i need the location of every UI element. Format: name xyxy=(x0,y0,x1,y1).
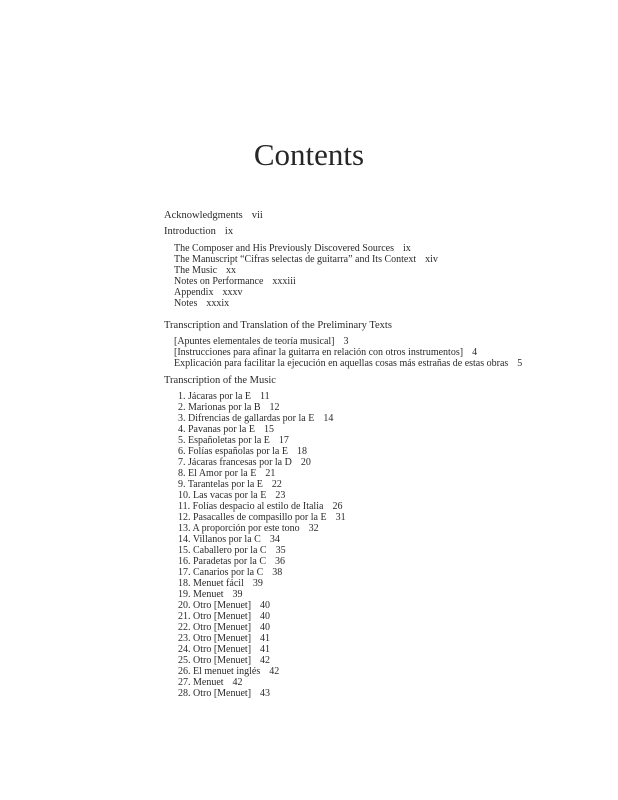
preliminary-subentries xyxy=(164,336,584,369)
toc-entry-page: 42 xyxy=(260,655,271,666)
toc-entry-page: ix xyxy=(224,226,234,237)
toc-entry-label: Introduction xyxy=(164,226,216,237)
toc-entry-page: 14 xyxy=(323,413,334,424)
toc-subentry[interactable] xyxy=(174,265,584,276)
toc-entry-label: 10. Las vacas por la E xyxy=(178,490,267,501)
toc-entry-label: Notes xyxy=(174,298,198,309)
toc-entry-label: [Apuntes elementales de teoría musical] xyxy=(174,336,335,347)
toc-subentry[interactable] xyxy=(178,479,584,490)
toc-entry-page: xxxix xyxy=(206,298,230,309)
toc-entry-page: 40 xyxy=(260,600,271,611)
toc-entry-page: 23 xyxy=(275,490,286,501)
toc-entry-label: 27. Menuet xyxy=(178,677,224,688)
toc-subentry[interactable] xyxy=(178,534,584,545)
toc-entry-label: 21. Otro [Menuet] xyxy=(178,611,252,622)
toc-entry-page: 39 xyxy=(252,578,263,589)
toc-subentry[interactable] xyxy=(178,655,584,666)
toc-entry-label: 28. Otro [Menuet] xyxy=(178,688,252,699)
toc-entry-page: xx xyxy=(226,265,237,276)
toc-subentry[interactable] xyxy=(178,567,584,578)
toc-entry-page: 43 xyxy=(260,688,271,699)
toc-entry-page: 41 xyxy=(260,633,271,644)
toc-entry-label: 9. Tarantelas por la E xyxy=(178,479,263,490)
toc-entry-label: 8. El Amor por la E xyxy=(178,468,257,479)
toc-subentry[interactable] xyxy=(178,402,584,413)
toc-entry-label: Explicación para facilitar la ejecución en aquellas cosas más estrañas de estas obras xyxy=(174,358,509,369)
toc-entry-page: xxxv xyxy=(222,287,243,298)
toc-entry-page: 15 xyxy=(263,424,274,435)
toc-entry-label: Transcription of the Music xyxy=(164,375,276,386)
toc-entry-page: ix xyxy=(402,243,411,254)
toc-entry-music[interactable] xyxy=(164,374,584,387)
toc-subentry[interactable] xyxy=(178,512,584,523)
toc-entry-label: 23. Otro [Menuet] xyxy=(178,633,252,644)
toc-subentry[interactable] xyxy=(178,490,584,501)
toc-entry-label: Acknowledgments xyxy=(164,210,243,221)
introduction-subentries xyxy=(164,243,584,309)
toc-entry-label: 6. Folías españolas por la E xyxy=(178,446,288,457)
toc-subentry[interactable] xyxy=(178,633,584,644)
toc-subentry[interactable] xyxy=(178,424,584,435)
toc-entry-page: 4 xyxy=(472,347,478,358)
toc-entry-page: 12 xyxy=(269,402,280,413)
toc-entry-page: 40 xyxy=(260,622,271,633)
toc-entry-page: vii xyxy=(251,210,263,221)
table-of-contents xyxy=(164,209,584,699)
toc-entry-page: 39 xyxy=(232,589,243,600)
toc-subentry[interactable] xyxy=(178,391,584,402)
toc-entry-label: 4. Pavanas por la E xyxy=(178,424,255,435)
toc-subentry[interactable] xyxy=(178,578,584,589)
toc-entry-page: 26 xyxy=(332,501,343,512)
toc-entry-label: 3. Difrencias de gallardas por la E xyxy=(178,413,315,424)
toc-entry-page: 40 xyxy=(260,611,271,622)
toc-entry-label: 25. Otro [Menuet] xyxy=(178,655,252,666)
toc-entry-label: 5. Españoletas por la E xyxy=(178,435,270,446)
toc-subentry[interactable] xyxy=(178,435,584,446)
toc-subentry[interactable] xyxy=(174,336,584,347)
toc-subentry[interactable] xyxy=(178,677,584,688)
toc-subentry[interactable] xyxy=(174,276,584,287)
toc-subentry[interactable] xyxy=(178,457,584,468)
toc-entry-page: 34 xyxy=(269,534,280,545)
toc-subentry[interactable] xyxy=(178,666,584,677)
toc-entry-label: The Manuscript “Cifras selectas de guitarra” and Its Context xyxy=(174,254,417,265)
toc-entry-page: 36 xyxy=(275,556,286,567)
toc-entry-label: The Music xyxy=(174,265,218,276)
toc-subentry[interactable] xyxy=(178,523,584,534)
toc-entry-page: 22 xyxy=(271,479,282,490)
toc-entry-label: 15. Caballero por la C xyxy=(178,545,267,556)
music-subentries xyxy=(164,391,584,699)
toc-subentry[interactable] xyxy=(174,243,584,254)
page-title: Contents xyxy=(253,137,365,172)
toc-entry-label: Notes on Performance xyxy=(174,276,264,287)
toc-entry-label: 26. El menuet inglés xyxy=(178,666,261,677)
toc-entry-page: 32 xyxy=(308,523,319,534)
toc-entry-page: 42 xyxy=(232,677,243,688)
toc-subentry[interactable] xyxy=(174,298,584,309)
toc-entry-label: 1. Jácaras por la E xyxy=(178,391,252,402)
toc-entry-introduction[interactable] xyxy=(164,225,584,238)
toc-entry-page: 42 xyxy=(269,666,280,677)
toc-entry-page: 3 xyxy=(343,336,349,347)
toc-entry-label: 18. Menuet fácil xyxy=(178,578,244,589)
toc-subentry[interactable] xyxy=(174,254,584,265)
toc-entry-page: 35 xyxy=(275,545,286,556)
toc-subentry[interactable] xyxy=(178,446,584,457)
toc-entry-page: 17 xyxy=(278,435,289,446)
toc-entry-label: The Composer and His Previously Discovered Sources xyxy=(174,243,394,254)
toc-subentry[interactable] xyxy=(178,622,584,633)
toc-entry-label: 22. Otro [Menuet] xyxy=(178,622,252,633)
toc-entry-label: 2. Marionas por la B xyxy=(178,402,261,413)
toc-entry-preliminary-texts[interactable] xyxy=(164,319,584,332)
toc-entry-page: 31 xyxy=(335,512,346,523)
toc-subentry[interactable] xyxy=(178,545,584,556)
toc-entry-page: 21 xyxy=(265,468,276,479)
toc-subentry[interactable] xyxy=(174,347,584,358)
toc-entry-page: xiv xyxy=(425,254,438,265)
toc-subentry[interactable] xyxy=(178,413,584,424)
toc-subentry[interactable] xyxy=(178,611,584,622)
toc-subentry[interactable] xyxy=(178,468,584,479)
toc-subentry[interactable] xyxy=(178,501,584,512)
toc-entry-label: 24. Otro [Menuet] xyxy=(178,644,252,655)
toc-entry-page: xxxiii xyxy=(272,276,296,287)
toc-subentry[interactable] xyxy=(178,589,584,600)
toc-entry-label: 16. Paradetas por la C xyxy=(178,556,267,567)
toc-entry-label: 14. Villanos por la C xyxy=(178,534,261,545)
toc-subentry[interactable] xyxy=(178,644,584,655)
toc-entry-page: 18 xyxy=(296,446,307,457)
toc-entry-label: [Instrucciones para afinar la guitarra en relación con otros instrumentos] xyxy=(174,347,464,358)
toc-entry-page: 5 xyxy=(517,358,523,369)
toc-entry-label: 13. A proporción por este tono xyxy=(178,523,300,534)
toc-entry-label: 20. Otro [Menuet] xyxy=(178,600,252,611)
toc-subentry[interactable] xyxy=(178,688,584,699)
toc-entry-acknowledgments[interactable] xyxy=(164,209,584,222)
toc-subentry[interactable] xyxy=(174,358,584,369)
toc-entry-label: Transcription and Translation of the Preliminary Texts xyxy=(164,320,392,331)
toc-entry-label: Appendix xyxy=(174,287,214,298)
toc-entry-page: 11 xyxy=(260,391,270,402)
toc-entry-label: 11. Folías despacio al estilo de Italia xyxy=(178,501,324,512)
toc-entry-label: 7. Jácaras francesas por la D xyxy=(178,457,292,468)
toc-subentry[interactable] xyxy=(178,600,584,611)
toc-subentry[interactable] xyxy=(174,287,584,298)
toc-entry-page: 38 xyxy=(272,567,283,578)
toc-entry-label: 19. Menuet xyxy=(178,589,224,600)
toc-subentry[interactable] xyxy=(178,556,584,567)
toc-entry-page: 41 xyxy=(260,644,271,655)
toc-entry-label: 12. Pasacalles de compasillo por la E xyxy=(178,512,327,523)
toc-entry-page: 20 xyxy=(300,457,311,468)
toc-entry-label: 17. Canarios por la C xyxy=(178,567,264,578)
